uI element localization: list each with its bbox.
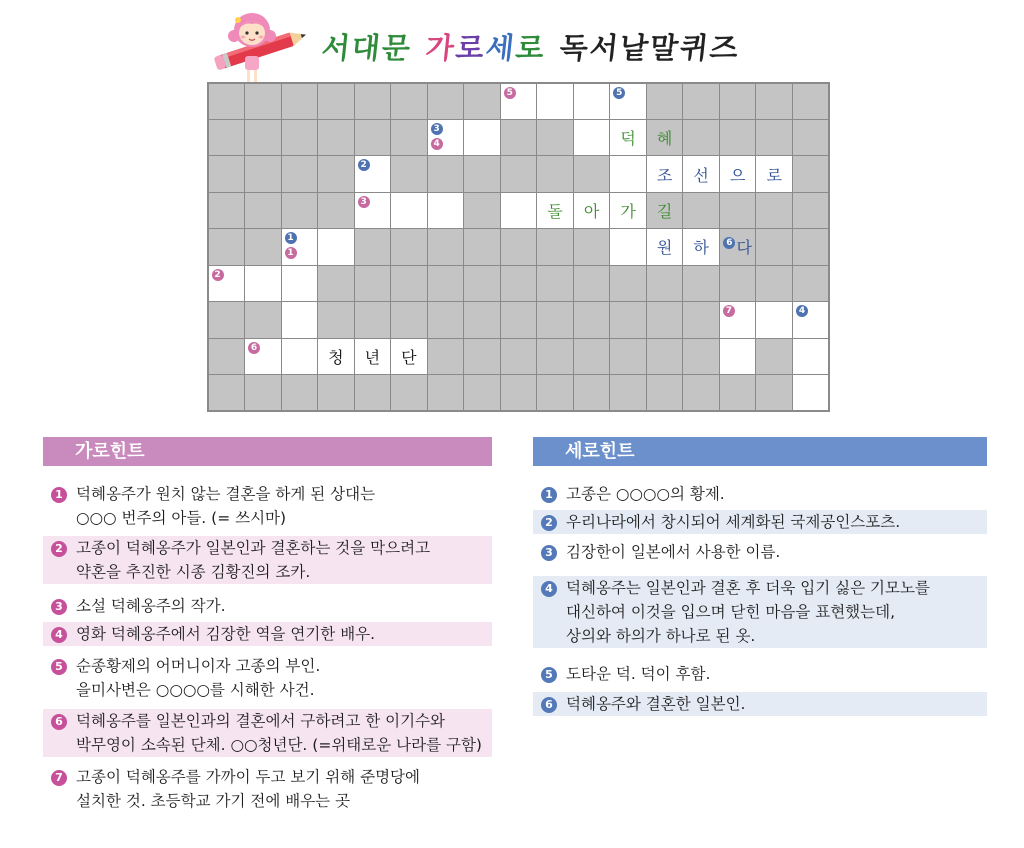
answer-cell[interactable] — [646, 155, 684, 192]
answer-cell[interactable] — [390, 192, 428, 229]
across-hint-3 — [43, 594, 492, 618]
blocked-cell — [573, 374, 611, 411]
clue-number-badge: 1 — [285, 232, 297, 244]
answer-cell[interactable] — [244, 265, 282, 302]
filled-letter: 가 — [620, 202, 636, 222]
answer-cell[interactable] — [573, 119, 611, 156]
clue-number-badge: 7 — [723, 305, 735, 317]
answer-cell[interactable] — [792, 374, 830, 411]
blocked-cell — [536, 228, 574, 265]
title-part-ro2: 로 — [514, 31, 548, 65]
hint-number-badge: 3 — [541, 545, 557, 561]
blocked-cell — [682, 265, 720, 302]
answer-cell[interactable] — [281, 338, 319, 375]
blocked-cell — [682, 301, 720, 338]
blocked-cell — [682, 338, 720, 375]
hint-text-line: 덕혜옹주가 원치 않는 결혼을 하게 된 상대는 — [76, 485, 376, 503]
down-hint-1 — [533, 482, 987, 506]
blocked-cell — [682, 83, 720, 120]
blocked-cell — [244, 119, 282, 156]
clue-number-badge: 3 — [431, 123, 443, 135]
blocked-cell — [281, 374, 319, 411]
blocked-cell — [208, 119, 246, 156]
blocked-cell — [682, 192, 720, 229]
blocked-cell — [646, 265, 684, 302]
blocked-cell — [792, 228, 830, 265]
clue-number-badge: 5 — [613, 87, 625, 99]
blocked-cell — [281, 192, 319, 229]
filled-letter: 원 — [656, 238, 673, 258]
answer-cell[interactable] — [536, 192, 574, 229]
answer-cell[interactable] — [573, 192, 611, 229]
hint-text-line: 김장한이 일본에서 사용한 이름. — [566, 543, 781, 561]
blocked-cell — [317, 119, 355, 156]
blocked-cell — [536, 155, 574, 192]
blocked-cell — [609, 265, 647, 302]
clue-number-badge: 4 — [796, 305, 808, 317]
filled-letter: 단 — [401, 347, 417, 367]
answer-cell[interactable] — [609, 155, 647, 192]
blocked-cell — [208, 338, 246, 375]
blocked-cell — [646, 374, 684, 411]
hint-number-badge: 2 — [51, 541, 67, 557]
blocked-cell — [463, 374, 501, 411]
blocked-cell — [317, 155, 355, 192]
blocked-cell — [646, 192, 684, 229]
blocked-cell — [792, 265, 830, 302]
blocked-cell — [427, 374, 465, 411]
answer-cell[interactable] — [609, 119, 647, 156]
answer-cell[interactable] — [354, 192, 392, 229]
across-hint-1 — [43, 482, 492, 530]
clue-number-badge: 5 — [504, 87, 516, 99]
answer-cell[interactable] — [354, 155, 392, 192]
blocked-cell — [244, 155, 282, 192]
blocked-cell — [244, 301, 282, 338]
blocked-cell — [500, 119, 538, 156]
clue-number-badge: 2 — [358, 159, 370, 171]
across-hint-2 — [43, 536, 492, 584]
blocked-cell — [609, 338, 647, 375]
answer-cell[interactable] — [463, 119, 501, 156]
blocked-cell — [463, 228, 501, 265]
hint-text-line: 덕혜옹주는 일본인과 결혼 후 더욱 입기 싫은 기모노를 — [566, 579, 930, 597]
blocked-cell — [536, 374, 574, 411]
hint-text-line: 설치한 것. 초등학교 가기 전에 배우는 곳 — [76, 792, 351, 810]
filled-letter: 으 — [729, 165, 746, 185]
blocked-cell — [792, 155, 830, 192]
title-part-se: 세 — [484, 31, 518, 65]
hint-text-line: 고종이 덕혜옹주가 일본인과 결혼하는 것을 막으려고 — [76, 539, 431, 557]
hint-number-badge: 7 — [51, 770, 67, 786]
across-hints-heading: 가로힌트 — [43, 437, 492, 466]
blocked-cell — [317, 83, 355, 120]
answer-cell[interactable] — [427, 119, 465, 156]
blocked-cell — [463, 301, 501, 338]
across-hint-7 — [43, 765, 492, 813]
answer-cell[interactable] — [281, 228, 319, 265]
hint-text-line: 도타운 덕. 덕이 후함. — [566, 665, 711, 683]
blocked-cell — [390, 155, 428, 192]
blocked-cell — [609, 374, 647, 411]
filled-letter: 길 — [656, 202, 673, 222]
blocked-cell — [573, 301, 611, 338]
blocked-cell — [317, 265, 355, 302]
answer-cell[interactable] — [646, 228, 684, 265]
blocked-cell — [500, 338, 538, 375]
blocked-cell — [500, 374, 538, 411]
answer-cell[interactable] — [317, 228, 355, 265]
across-hint-5 — [43, 654, 492, 702]
blocked-cell — [281, 119, 319, 156]
blocked-cell — [463, 265, 501, 302]
blocked-cell — [536, 301, 574, 338]
filled-letter: 아 — [583, 202, 600, 222]
blocked-cell — [573, 338, 611, 375]
answer-cell[interactable] — [208, 265, 246, 302]
answer-cell[interactable] — [500, 192, 538, 229]
down-hint-6 — [533, 692, 987, 716]
blocked-cell — [536, 265, 574, 302]
girl-with-pencil-illustration — [212, 6, 312, 92]
filled-letter: 조 — [656, 165, 673, 185]
blocked-cell — [792, 192, 830, 229]
blocked-cell — [208, 192, 246, 229]
answer-cell[interactable] — [719, 338, 757, 375]
answer-cell[interactable] — [536, 83, 574, 120]
blocked-cell — [646, 119, 684, 156]
blocked-cell — [390, 301, 428, 338]
answer-cell[interactable] — [609, 228, 647, 265]
hint-number-badge: 1 — [541, 487, 557, 503]
blocked-cell — [719, 265, 757, 302]
title-part-quiz: 독서낱말퀴즈 — [558, 31, 742, 65]
blocked-cell — [463, 155, 501, 192]
blocked-cell — [719, 119, 757, 156]
hint-text-line: 우리나라에서 창시되어 세계화된 국제공인스포츠. — [566, 513, 901, 531]
blocked-cell — [208, 374, 246, 411]
blocked-cell — [609, 301, 647, 338]
clue-number-badge: 2 — [212, 269, 224, 281]
hint-number-badge: 3 — [51, 599, 67, 615]
blocked-cell — [390, 374, 428, 411]
answer-cell[interactable] — [281, 265, 319, 302]
hint-text-line: 상의와 하의가 하나로 된 옷. — [566, 627, 756, 645]
hint-number-badge: 4 — [51, 627, 67, 643]
blocked-cell — [500, 228, 538, 265]
answer-cell[interactable] — [755, 301, 793, 338]
down-hint-5 — [533, 662, 987, 686]
hint-number-badge: 5 — [541, 667, 557, 683]
hint-text-line: 고종은 ○○○○의 황제. — [566, 485, 725, 503]
blocked-cell — [755, 192, 793, 229]
blocked-cell — [755, 119, 793, 156]
blocked-cell — [354, 265, 392, 302]
hint-text-line: ○○○ 번주의 아들. (= 쓰시마) — [76, 509, 287, 527]
across-hint-6 — [43, 709, 492, 757]
blocked-cell — [646, 338, 684, 375]
clue-number-badge: 6 — [723, 237, 735, 249]
quiz-title — [322, 26, 740, 70]
answer-cell[interactable] — [682, 228, 720, 265]
hint-number-badge: 4 — [541, 581, 557, 597]
answer-cell[interactable] — [573, 83, 611, 120]
blocked-cell — [244, 374, 282, 411]
down-hint-2 — [533, 510, 987, 534]
blocked-cell — [208, 83, 246, 120]
clue-number-badge: 6 — [248, 342, 260, 354]
blocked-cell — [427, 338, 465, 375]
blocked-cell — [317, 192, 355, 229]
hint-number-badge: 2 — [541, 515, 557, 531]
clue-number-badge: 1 — [285, 247, 297, 259]
clue-number-badge: 3 — [358, 196, 370, 208]
blocked-cell — [244, 228, 282, 265]
title-part-seodaemun: 서대문 — [320, 31, 414, 65]
blocked-cell — [755, 83, 793, 120]
title-part-ro: 로 — [454, 31, 488, 65]
blocked-cell — [281, 155, 319, 192]
answer-cell[interactable] — [390, 338, 428, 375]
answer-cell[interactable] — [317, 338, 355, 375]
hint-number-badge: 5 — [51, 659, 67, 675]
blocked-cell — [354, 374, 392, 411]
answer-cell[interactable] — [500, 83, 538, 120]
blocked-cell — [536, 338, 574, 375]
hint-text-line: 약혼을 추진한 시종 김황진의 조카. — [76, 563, 311, 581]
blocked-cell — [755, 228, 793, 265]
clue-number-badge: 4 — [431, 138, 443, 150]
hint-text-line: 대신하여 이것을 입으며 닫힌 마음을 표현했는데, — [566, 603, 896, 621]
blocked-cell — [390, 119, 428, 156]
hint-text-line: 을미사변은 ○○○○를 시해한 사건. — [76, 681, 315, 699]
blocked-cell — [354, 119, 392, 156]
blocked-cell — [536, 119, 574, 156]
filled-letter: 덕 — [620, 129, 636, 149]
blocked-cell — [427, 83, 465, 120]
blocked-cell — [500, 155, 538, 192]
hint-number-badge: 6 — [51, 714, 67, 730]
blocked-cell — [719, 228, 757, 265]
answer-cell[interactable] — [719, 301, 757, 338]
blocked-cell — [500, 265, 538, 302]
blocked-cell — [573, 265, 611, 302]
hint-text-line: 고종이 덕혜옹주를 가까이 두고 보기 위해 준명당에 — [76, 768, 420, 786]
hint-number-badge: 1 — [51, 487, 67, 503]
answer-cell[interactable] — [609, 83, 647, 120]
hint-text-line: 영화 덕혜옹주에서 김장한 역을 연기한 배우. — [76, 625, 376, 643]
blocked-cell — [390, 265, 428, 302]
answer-cell[interactable] — [682, 155, 720, 192]
blocked-cell — [573, 228, 611, 265]
filled-letter: 선 — [693, 165, 709, 185]
blocked-cell — [354, 301, 392, 338]
blocked-cell — [755, 265, 793, 302]
answer-cell[interactable] — [354, 338, 392, 375]
answer-cell[interactable] — [755, 155, 793, 192]
answer-cell[interactable] — [244, 338, 282, 375]
filled-letter: 돌 — [547, 202, 563, 222]
hint-text-line: 박무영이 소속된 단체. ○○청년단. (=위태로운 나라를 구함) — [76, 736, 482, 754]
blocked-cell — [463, 338, 501, 375]
down-hints-heading: 세로힌트 — [533, 437, 987, 466]
title-part-ga: 가 — [424, 31, 458, 65]
blocked-cell — [682, 119, 720, 156]
blocked-cell — [755, 374, 793, 411]
blocked-cell — [463, 192, 501, 229]
hint-text-line: 소설 덕혜옹주의 작가. — [76, 597, 226, 615]
blocked-cell — [682, 374, 720, 411]
blocked-cell — [646, 301, 684, 338]
down-hint-4 — [533, 576, 987, 648]
blocked-cell — [646, 83, 684, 120]
filled-letter: 혜 — [656, 129, 673, 149]
filled-letter: 로 — [766, 165, 782, 185]
filled-letter: 청 — [328, 347, 344, 367]
blocked-cell — [463, 83, 501, 120]
blocked-cell — [354, 83, 392, 120]
blocked-cell — [755, 338, 793, 375]
hint-number-badge: 6 — [541, 697, 557, 713]
blocked-cell — [317, 374, 355, 411]
answer-cell[interactable] — [609, 192, 647, 229]
crossword-grid — [207, 82, 830, 412]
answer-cell[interactable] — [792, 301, 830, 338]
filled-letter: 하 — [693, 238, 709, 258]
hint-text-line: 순종황제의 어머니이자 고종의 부인. — [76, 657, 321, 675]
down-hint-3 — [533, 540, 987, 564]
blocked-cell — [792, 83, 830, 120]
blocked-cell — [573, 155, 611, 192]
blocked-cell — [390, 228, 428, 265]
blocked-cell — [792, 119, 830, 156]
blocked-cell — [208, 155, 246, 192]
hint-text-line: 덕혜옹주를 일본인과의 결혼에서 구하려고 한 이기수와 — [76, 712, 446, 730]
blocked-cell — [208, 228, 246, 265]
blocked-cell — [354, 228, 392, 265]
filled-letter: 다 — [736, 238, 752, 258]
blocked-cell — [244, 83, 282, 120]
answer-cell[interactable] — [427, 192, 465, 229]
blocked-cell — [427, 301, 465, 338]
blocked-cell — [427, 155, 465, 192]
blocked-cell — [208, 301, 246, 338]
blocked-cell — [719, 192, 757, 229]
hint-text-line: 덕혜옹주와 결혼한 일본인. — [566, 695, 746, 713]
blocked-cell — [427, 265, 465, 302]
blocked-cell — [719, 374, 757, 411]
blocked-cell — [281, 83, 319, 120]
filled-letter: 년 — [364, 347, 381, 367]
blocked-cell — [719, 83, 757, 120]
answer-cell[interactable] — [719, 155, 757, 192]
answer-cell[interactable] — [792, 338, 830, 375]
blocked-cell — [427, 228, 465, 265]
answer-cell[interactable] — [281, 301, 319, 338]
blocked-cell — [390, 83, 428, 120]
across-hint-4 — [43, 622, 492, 646]
blocked-cell — [317, 301, 355, 338]
blocked-cell — [244, 192, 282, 229]
blocked-cell — [500, 301, 538, 338]
